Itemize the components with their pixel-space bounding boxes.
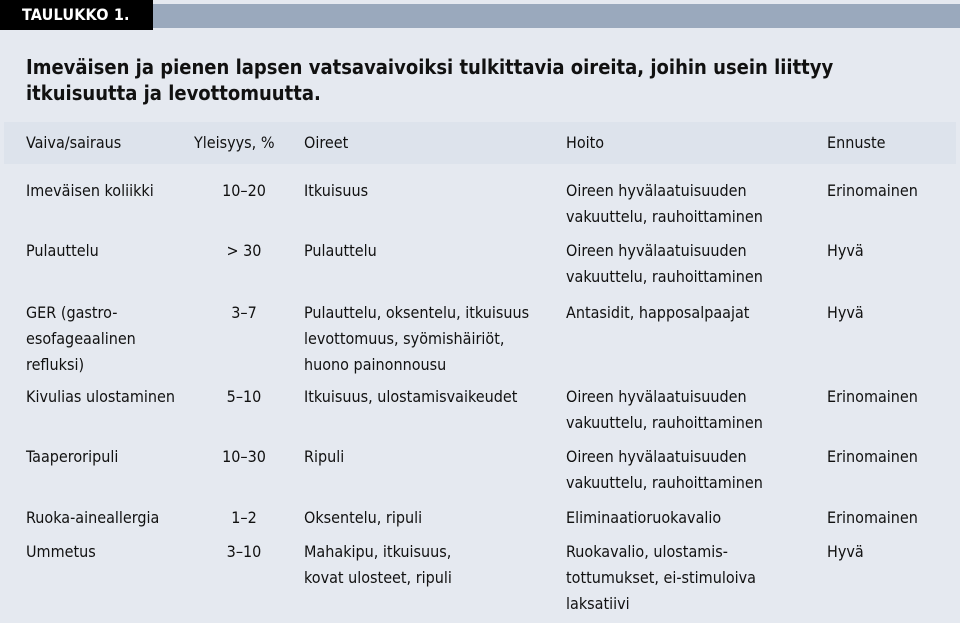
cell-line: huono painonnousu xyxy=(304,355,447,374)
cell-oireet xyxy=(304,178,554,204)
cell-line: Oireen hyvälaatuisuuden xyxy=(566,387,747,406)
cell-line: tottumukset, ei-stimuloiva xyxy=(566,568,756,587)
cell-line: refluksi) xyxy=(26,355,85,374)
cell-oireet xyxy=(304,539,554,591)
cell-line: GER (gastro- xyxy=(26,303,118,322)
column-header-ennuste: Ennuste xyxy=(827,133,886,152)
cell-line: Kivulias ulostaminen xyxy=(26,387,175,406)
top-bar xyxy=(153,4,960,28)
cell-hoito xyxy=(566,539,806,617)
cell-line: Oireen hyvälaatuisuuden xyxy=(566,181,747,200)
cell-line: Erinomainen xyxy=(827,181,918,200)
cell-yleisyys xyxy=(200,384,288,410)
cell-line: levottomuus, syömishäiriöt, xyxy=(304,329,505,348)
cell-hoito xyxy=(566,178,806,230)
cell-hoito xyxy=(566,444,806,496)
cell-yleisyys xyxy=(200,238,288,264)
cell-oireet xyxy=(304,444,554,470)
cell-line: Mahakipu, itkuisuus, xyxy=(304,542,452,561)
cell-line: Erinomainen xyxy=(827,387,918,406)
cell-line: Hyvä xyxy=(827,303,864,322)
cell-line: laksatiivi xyxy=(566,594,630,613)
cell-vaiva xyxy=(26,384,196,410)
cell-yleisyys xyxy=(200,300,288,326)
cell-oireet xyxy=(304,238,554,264)
cell-line: Pulauttelu xyxy=(26,241,99,260)
cell-line: Antasidit, happosalpaajat xyxy=(566,303,750,322)
cell-line: 3–10 xyxy=(226,542,262,561)
cell-line: 3–7 xyxy=(231,303,257,322)
cell-yleisyys xyxy=(200,505,288,531)
cell-ennuste xyxy=(827,539,952,565)
cell-hoito xyxy=(566,505,806,531)
cell-hoito xyxy=(566,384,806,436)
cell-line: Pulauttelu xyxy=(304,241,377,260)
cell-line: Erinomainen xyxy=(827,447,918,466)
cell-vaiva xyxy=(26,238,196,264)
cell-vaiva xyxy=(26,300,196,378)
cell-vaiva xyxy=(26,178,196,204)
cell-ennuste xyxy=(827,300,952,326)
cell-line: vakuuttelu, rauhoittaminen xyxy=(566,207,763,226)
cell-line: esofageaalinen xyxy=(26,329,136,348)
cell-line: Pulauttelu, oksentelu, itkuisuus xyxy=(304,303,530,322)
table-label: TAULUKKO 1. xyxy=(0,0,153,30)
column-header-vaiva: Vaiva/sairaus xyxy=(26,133,122,152)
cell-line: Oireen hyvälaatuisuuden xyxy=(566,447,747,466)
cell-line: 1–2 xyxy=(231,508,257,527)
cell-ennuste xyxy=(827,444,952,470)
cell-line: Itkuisuus, ulostamisvaikeudet xyxy=(304,387,518,406)
cell-line: Ruokavalio, ulostamis- xyxy=(566,542,728,561)
cell-line: vakuuttelu, rauhoittaminen xyxy=(566,413,763,432)
cell-ennuste xyxy=(827,178,952,204)
cell-line: Itkuisuus xyxy=(304,181,369,200)
cell-vaiva xyxy=(26,539,196,565)
cell-hoito xyxy=(566,300,806,326)
cell-line: Ummetus xyxy=(26,542,96,561)
cell-oireet xyxy=(304,384,554,410)
cell-line: Erinomainen xyxy=(827,508,918,527)
cell-line: vakuuttelu, rauhoittaminen xyxy=(566,267,763,286)
cell-vaiva xyxy=(26,444,196,470)
cell-ennuste xyxy=(827,384,952,410)
column-header-yleisyys: Yleisyys, % xyxy=(194,133,275,152)
cell-ennuste xyxy=(827,238,952,264)
cell-line: Hyvä xyxy=(827,542,864,561)
cell-line: Hyvä xyxy=(827,241,864,260)
cell-line: Taaperoripuli xyxy=(26,447,119,466)
cell-line: Oireen hyvälaatuisuuden xyxy=(566,241,747,260)
cell-oireet xyxy=(304,300,554,378)
cell-line: vakuuttelu, rauhoittaminen xyxy=(566,473,763,492)
cell-yleisyys xyxy=(200,444,288,470)
table-title: Imeväisen ja pienen lapsen vatsavaivoiksi tulkittavia oireita, joihin usein liittyy itkuisuutta ja levottomuutta. xyxy=(26,55,834,105)
cell-yleisyys xyxy=(200,178,288,204)
cell-line: > 30 xyxy=(226,241,262,260)
column-header-oireet: Oireet xyxy=(304,133,349,152)
column-header-hoito: Hoito xyxy=(566,133,605,152)
cell-yleisyys xyxy=(200,539,288,565)
cell-line: Imeväisen koliikki xyxy=(26,181,154,200)
cell-line: Oksentelu, ripuli xyxy=(304,508,423,527)
cell-vaiva xyxy=(26,505,196,531)
cell-line: kovat ulosteet, ripuli xyxy=(304,568,452,587)
cell-line: 5–10 xyxy=(226,387,262,406)
cell-oireet xyxy=(304,505,554,531)
cell-ennuste xyxy=(827,505,952,531)
cell-line: Ruoka-aineallergia xyxy=(26,508,160,527)
cell-line: Ripuli xyxy=(304,447,345,466)
cell-line: 10–30 xyxy=(222,447,266,466)
header-row xyxy=(4,122,956,164)
cell-line: Eliminaatioruokavalio xyxy=(566,508,722,527)
cell-hoito xyxy=(566,238,806,290)
cell-line: 10–20 xyxy=(222,181,266,200)
